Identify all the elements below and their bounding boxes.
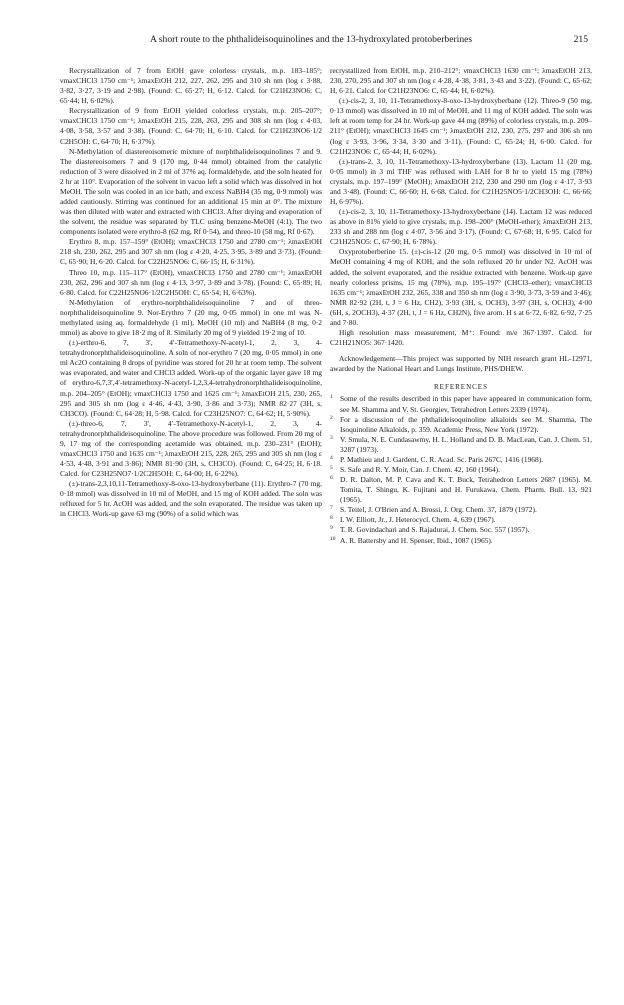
paragraph: (±)-cis-2, 3, 10, 11-Tetramethoxy-13-hydroxyberbane (14). Lactam 12 was reduced as above in 81% yield to give crystals, m.p. 198–200° (MeOH-ether); λmaxEtOH 213, 233 sh and 288 nm (log ε 4·07, 3·56 and 3·17). (Found: C, 67·68; H, 6·95. Calcd for C21H25NO5: C, 67·90; H, 6·78%). <box>330 207 592 247</box>
reference-text: A. R. Battersby and H. Spenser, Ibid., 1087 (1965). <box>340 535 493 545</box>
paragraph: Oxyprotoberberine 15. (±)-cis-12 (20 mg, 0·5 mmol) was dissolved in 10 ml of MeOH containing 4 mg of KOH, and the soln refluxed 20 hr under N2. AcOH was added, the solvent evaporated, and the residue extracted with benzene. Work-up gave nearly colorless prisms, 15 mg (78%), m.p. 195–197° (CHCl3–ether); νmaxCHCl3 1635 cm⁻¹; λmaxEtOH 232, 265, 338 and 350 sh nm (log ε 3·90, 3·73, 3·59 and 3·46); NMR 82·92 (2H, t, J = 6 Hz, CH2), 3·93 (3H, s, OCH3), 3·97 (3H, s, OCH3), 4·00 (6H, s, 2OCH3), 4·37 (2H, t, J = 6 Hz, CH2N), five arom. H s at 6·72, 6·82, 6·92, 7·25 and 7·80. <box>330 247 592 327</box>
reference-item <box>330 435 592 455</box>
reference-number: 9 <box>330 525 333 532</box>
reference-item <box>330 415 592 435</box>
reference-item <box>330 394 592 414</box>
reference-text: For a discussion of the phthalideisoquinoline alkaloids see M. Shamma, The Isoquinoline Alkaloids, p. 359. Academic Press, New York (1972). <box>340 414 592 434</box>
reference-item <box>330 455 592 465</box>
right-column <box>330 66 592 546</box>
reference-text: V. Smula, N. E. Cundasawmy, H. L. Holland and D. B. MacLean, Can. J. Chem. 51, 3287 (1973). <box>340 434 592 454</box>
reference-number: 8 <box>330 515 333 522</box>
paragraph: (±)-cis-2, 3, 10, 11-Tetramethoxy-8-oxo-13-hydroxyberbane (12). Threo-9 (50 mg, 0·13 mmol) was dissolved in 10 ml of MeOH, and 11 mg of KOH added. The soln was left at room temp for 24 hr. Work-up gave 44 mg (89%) of colorless crystals, m.p. 209–211° (EtOH); νmaxCHCl3 1645 cm⁻¹; λmaxEtOH 212, 230, 275, 297 and 306 sh nm (log ε 3·93, 3·96, 3·34, 3·30 and 3·11). (Found: C, 65·24; H, 6·00. Calcd. for C21H23NO6: C, 65·44; H, 6·02%). <box>330 96 592 156</box>
running-title: A short route to the phthalideisoquinolines and the 13-hydroxylated protoberberines <box>150 34 473 45</box>
paragraph: (±)-trans-2, 3, 10, 11-Tetramethoxy-13-hydroxyberbane (13). Lactam 11 (20 mg, 0·05 mmol) in 3 ml THF was refluxed with LAH for 8 hr to yield 15 mg (78%) crystals, m.p. 197–199° (MeOH); λmaxEtOH 212, 230 and 290 nm (log ε 4·17, 3·93 and 3·48). (Found: C, 66·60; H, 6·68. Calcd. for C21H25NO5·1/2CH3OH: C, 66·66; H, 6·97%). <box>330 156 592 207</box>
reference-number: 4 <box>330 454 333 461</box>
page-number: 215 <box>573 34 588 45</box>
paragraph: (±)-trans-2,3,10,11-Tetramethoxy-8-oxo-13-hydroxyberbane (11). Erythro-7 (70 mg, 0·18 mmol) was dissolved in 10 ml of MeOH, and 15 mg of KOH added. The soln was refluxed for 5 hr. AcOH was added, and the soln evaporated. The residue was taken up in CHCl3. Work-up gave 63 mg (90%) of a solid which was <box>60 479 322 519</box>
paragraph: Recrystallization of 7 from EtOH gave colorless crystals, m.p. 183–185°; νmaxCHCl3 1750 cm⁻¹; λmaxEtOH 212, 227, 262, 295 and 310 sh nm (log ε 3·88, 3·82, 3·27, 3·19 and 2·98). (Found: C, 65·27; H, 6·12. Calcd. for C21H23NO6: C, 65·44; H, 6·02%). <box>60 66 322 106</box>
reference-number: 2 <box>330 414 333 421</box>
reference-text: P. Mathieu and J. Gardent, C. R. Acad. Sc. Paris 267C, 1416 (1968). <box>340 454 544 464</box>
reference-text: S. Teitel, J. O'Brien and A. Brossi, J. Org. Chem. 37, 1879 (1972). <box>340 505 537 515</box>
reference-item <box>330 515 592 525</box>
acknowledgement: Acknowledgement—This project was supported by NIH research grant HL-12971, awarded by the National Heart and Lungs Institute, PHS/DHEW. <box>330 354 592 374</box>
reference-number: 3 <box>330 434 333 441</box>
reference-text: T. R. Govindachari and S. Rajadurai, J. Chem. Soc. 557 (1957). <box>340 525 530 535</box>
reference-number: 10 <box>330 535 336 542</box>
reference-text: Some of the results described in this paper have appeared in communication form, see M. Shamma and V. St. Georgiev, Tetrahedron Letters 2339 (1974). <box>340 394 592 414</box>
reference-number: 5 <box>330 464 333 471</box>
reference-number: 7 <box>330 505 333 512</box>
reference-item <box>330 465 592 475</box>
paragraph: Recrystallization of 9 from EtOH yielded colorless crystals, m.p. 205–207°; νmaxCHCl3 1750 cm⁻¹; λmaxEtOH 215, 228, 263, 295 and 308 sh nm (log ε 4·03, 4·08, 3·58, 3·57 and 3·38). (Found: C, 64·70; H, 6·10. Calcd. for C21H23NO6·1/2 C2H5OH: C, 64·70; H, 6·37%). <box>60 106 322 146</box>
paragraph: High resolution mass measurement, M⁺: Found: m/e 367·1397. Calcd. for C21H21NO5: 367·1420. <box>330 328 592 348</box>
references-list <box>330 394 592 545</box>
reference-item <box>330 525 592 535</box>
running-head <box>60 34 588 48</box>
reference-item <box>330 505 592 515</box>
reference-number: 1 <box>330 394 333 401</box>
left-column <box>60 66 322 520</box>
paragraph: N-Methylation of erythro-norphthalideisoquinoline 7 and of threo-norphthalideisoquinoline 9. Nor-Erythro 7 (20 mg, 0·05 mmol) in one ml was N-methylated using aq. formaldehyde (1 ml), MeOH (10 ml) and NaBH4 (8 mg, 0·2 mmol) as above to give 18·2 mg of 8. Similarly 20 mg of 9 yielded 19·2 mg of 10. <box>60 297 322 338</box>
reference-text: I. W. Elliott, Jr., J. Heterocycl. Chem. 4, 639 (1967). <box>340 515 496 525</box>
reference-item <box>330 475 592 505</box>
reference-number: 6 <box>330 475 333 482</box>
paragraph: Threo 10, m.p. 115–117° (EtOH), νmaxCHCl3 1750 and 2780 cm⁻¹; λmaxEtOH 230, 262, 296 and 307 sh nm (log ε 4·13, 3·97, 3·89 and 3·78). (Found: C, 65·89; H, 6·80. Calcd. for C22H25NO6·1/2C2H5OH: C, 65·54; H, 6·63%). <box>60 267 322 297</box>
paragraph: N-Methylation of diastereoisomeric mixture of norphthalideisoquinolines 7 and 9. The diastereoisomers 7 and 9 (170 mg, 0·44 mmol) obtained from the catalytic reduction of 3 were dissolved in 2 ml of 37% aq. formaldehyde, and the soln heated for 2 hr at 110°. Evaporation of the solvent in vacuo left a solid which was dissolved in hot MeOH. The soln was cooled in an ice bath, and excess NaBH4 (35 mg, 0·9 mmol) was added cautiously. Stirring was continued for an additional 15 min at 0°. The mixture was then diluted with water and extracted with CHCl3. After drying and evaporation of the solvent, the residue was separated by TLC using benzene-MeOH (4:1). The two components isolated were erythro-8 (62 mg, Rf 0·54), and threo-10 (58 mg, Rf 0·67). <box>60 146 322 237</box>
paragraph: (±)-threo-6, 7, 3′, 4′-Tetramethoxy-N-acetyl-1, 2, 3, 4-tetrahydronorphthalideisoquinoline. The above procedure was followed. From 20 mg of 9, 17 mg of the corresponding acetamide was obtained, m.p. 230–231° (EtOH); νmaxCHCl3 1750 and 1635 cm⁻¹; λmaxEtOH 215, 228, 265, 295 and 305 sh nm (log ε 4·53, 4·48, 3·91 and 3·86); NMR 81·90 (3H, s, CH3CO). (Found: C, 64·25; H, 6·18. Calcd. for C23H25NO7·1/2C2H5OH: C, 64·00; H, 6·22%). <box>60 418 322 479</box>
paragraph: (±)-erthro-6, 7, 3′, 4′-Tetramethoxy-N-acetyl-1, 2, 3, 4-tetrahydronorphthalideisoquinoline. A soln of nor-erythro 7 (20 mg, 0·05 mmol) in one ml Ac2O containing 8 drops of pyridine was stored for 20 hr at room temp. The solvent was evaporated, and water and CHCl3 added. Work-up of the organic layer gave 18 mg of erythro-6,7,3′,4′-tetramethoxy-N-acetyl-1,2,3,4-tetrahydronorphthalideisoquinoline, m.p. 204–205° (EtOH); νmaxCHCl3 1750 and 1625 cm⁻¹; λmaxEtOH 215, 230, 265, 295 and 305 sh nm (log ε 4·46, 4·43, 3·90, 3·86 and 3·73); NMR 82·27 (3H, s, CH3CO). (Found: C, 64·28; H, 5·98. Calcd. for C23H25NO7: C, 64·62; H, 5·90%). <box>60 338 322 418</box>
reference-text: S. Safe and R. Y. Moir, Can. J. Chem. 42, 160 (1964). <box>340 464 501 474</box>
reference-item <box>330 536 592 546</box>
reference-text: D. R. Dalton, M. P. Cava and K. T. Buck, Tetrahedron Letters 2687 (1965). M. Tomita, T. Shingu, K. Fujitani and H. Furukawa, Chem. Pharm. Bull. 13, 921 (1965). <box>340 475 592 505</box>
references-heading: REFERENCES <box>434 383 488 392</box>
paragraph: recrystallized from EtOH, m.p. 210–212°; νmaxCHCl3 1630 cm⁻¹; λmaxEtOH 213, 230, 270, 295 and 307 sh nm (log ε 4·28, 4·38, 3·81, 3·43 and 3·22). (Found: C, 65·62; H, 6·21. Calcd. for C21H23NO6: C, 65·44; H, 6·02%). <box>330 66 592 96</box>
paragraph: Erythro 8, m.p. 157–159° (EtOH); νmaxCHCl3 1750 and 2780 cm⁻¹; λmaxEtOH 218 sh, 230, 262, 295 and 307 sh nm (log ε 4·20, 4·25, 3·95, 3·89 and 3·73). (Found: C, 65·90; H, 6·20. Calcd. for C22H25NO6: C, 66·15; H, 6·31%). <box>60 237 322 267</box>
